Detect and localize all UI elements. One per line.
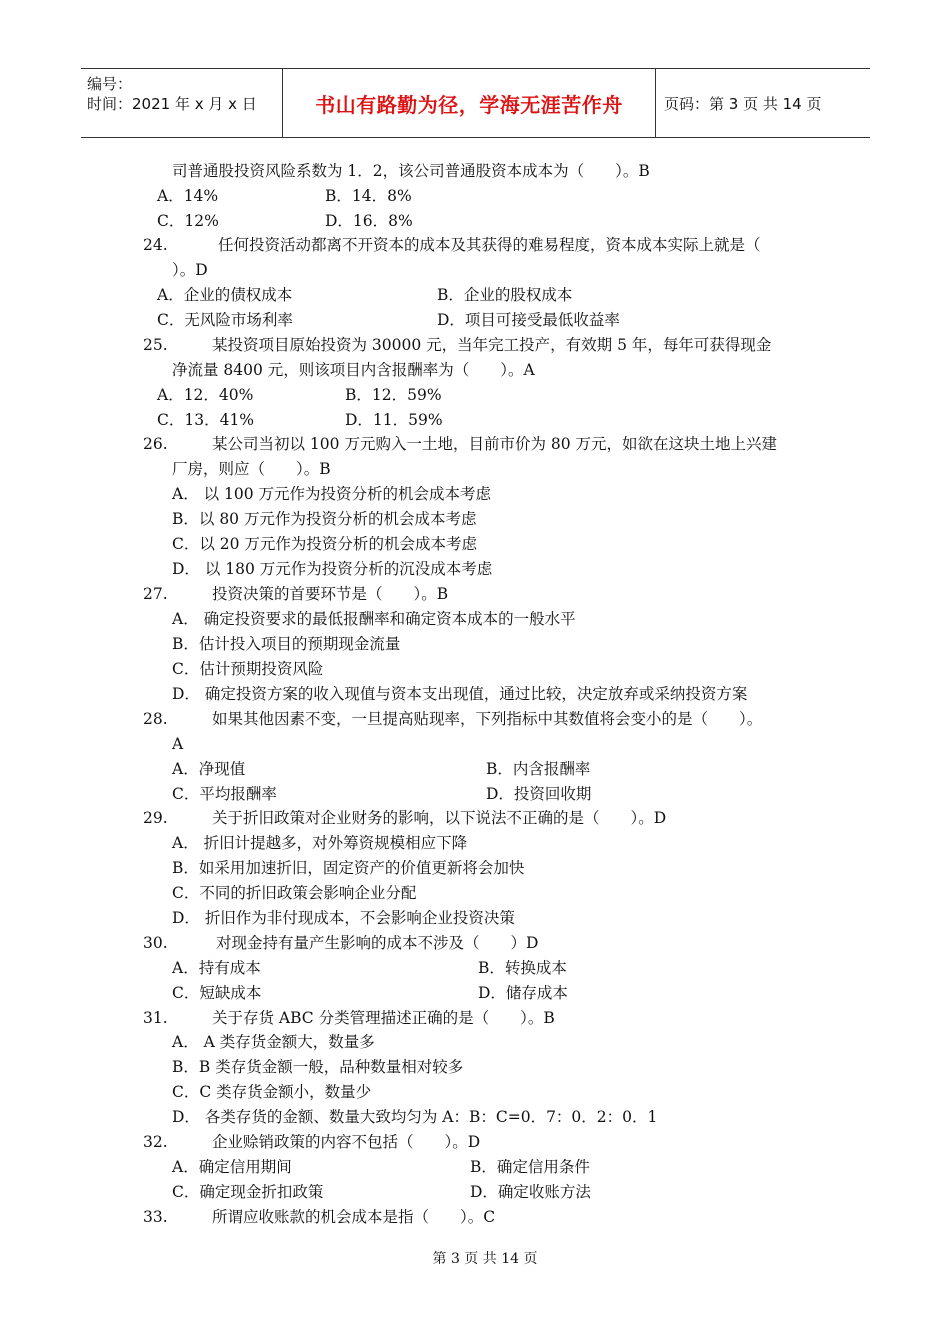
option-a: A．持有成本 — [172, 959, 261, 977]
option-b: B．B 类存货金额一般，品种数量相对较多 — [172, 1058, 464, 1076]
question-number: 30. — [143, 934, 168, 952]
option-b: B．内含报酬率 — [486, 760, 591, 778]
option-b: B．估计投入项目的预期现金流量 — [172, 635, 401, 653]
question-number: 31. — [143, 1009, 168, 1027]
option-b: B．企业的股权成本 — [437, 286, 573, 304]
option-b: B．确定信用条件 — [470, 1158, 590, 1176]
page-footer: 第 3 页 共 14 页 — [432, 1251, 538, 1267]
question-number: 26. — [143, 435, 168, 453]
option-d: D． 以 180 万元作为投资分析的沉没成本考虑 — [172, 560, 493, 578]
option-a: A． 以 100 万元作为投资分析的机会成本考虑 — [172, 485, 492, 503]
header-info-cell — [81, 69, 283, 137]
option-c: C．不同的折旧政策会影响企业分配 — [172, 884, 417, 902]
question-text: 对现金持有量产生影响的成本不涉及（ ）D — [216, 934, 539, 952]
option-c: C．13．41% — [157, 411, 255, 429]
question-number: 25. — [143, 336, 168, 354]
option-b: B．12．59% — [345, 386, 442, 404]
option-d: D． 确定投资方案的收入现值与资本支出现值，通过比较，决定放弃或采纳投资方案 — [172, 685, 748, 703]
page-header — [81, 68, 870, 138]
option-c: C．以 20 万元作为投资分析的机会成本考虑 — [172, 535, 477, 553]
option-c: C．确定现金折扣政策 — [172, 1183, 324, 1201]
option-d: D．投资回收期 — [486, 785, 592, 803]
option-b: B．14．8% — [325, 187, 412, 205]
header-page-cell — [656, 69, 870, 137]
question-number: 32. — [143, 1133, 168, 1151]
option-a: A．14% — [157, 187, 219, 205]
question-text: 投资决策的首要环节是（ ）。B — [212, 585, 449, 603]
option-d: D．项目可接受最低收益率 — [437, 311, 620, 329]
option-d: D．确定收账方法 — [470, 1183, 591, 1201]
page-number-label: 页码：第 3 页 共 14 页 — [664, 94, 822, 113]
question-text: 厂房，则应（ ）。B — [172, 460, 331, 478]
question-text: 如果其他因素不变，一旦提高贴现率，下列指标中其数值将会变小的是（ ）。 — [212, 710, 763, 728]
question-text: ）。D — [172, 261, 208, 279]
option-a: A．确定信用期间 — [172, 1158, 292, 1176]
option-c: C．平均报酬率 — [172, 785, 277, 803]
header-motto-cell — [283, 69, 656, 137]
question-text: 某投资项目原始投资为 30000 元，当年完工投产，有效期 5 年，每年可获得现金 — [212, 336, 772, 354]
option-c: C．无风险市场利率 — [157, 311, 293, 329]
option-a: A．12．40% — [157, 386, 254, 404]
option-d: D．16．8% — [325, 212, 413, 230]
doc-number-label: 编号： — [87, 75, 133, 93]
option-a: A． 折旧计提越多，对外筹资规模相应下降 — [172, 834, 468, 852]
question-text: 司普通股投资风险系数为 1．2，该公司普通股资本成本为（ ）。B — [172, 162, 650, 180]
question-number: 24. — [143, 236, 168, 254]
option-a: A．企业的债权成本 — [157, 286, 293, 304]
option-a: A． 确定投资要求的最低报酬率和确定资本成本的一般水平 — [172, 610, 576, 628]
question-text: 某公司当初以 100 万元购入一土地，目前市价为 80 万元，如欲在这块土地上兴建 — [212, 435, 778, 453]
option-d: D． 折旧作为非付现成本，不会影响企业投资决策 — [172, 909, 515, 927]
option-b: B．转换成本 — [478, 959, 567, 977]
option-a: A．净现值 — [172, 760, 246, 778]
doc-date-label: 时间：2021 年 x 月 x 日 — [87, 95, 257, 113]
question-text: 关于折旧政策对企业财务的影响，以下说法不正确的是（ ）。D — [212, 809, 667, 827]
question-number: 29. — [143, 809, 168, 827]
question-number: 33. — [143, 1208, 168, 1226]
option-a: A． A 类存货金额大，数量多 — [172, 1033, 375, 1051]
option-d: D．储存成本 — [478, 984, 568, 1002]
question-number: 27. — [143, 585, 168, 603]
option-c: C．12% — [157, 212, 219, 230]
option-c: C．C 类存货金额小，数量少 — [172, 1083, 372, 1101]
option-c: C．估计预期投资风险 — [172, 660, 324, 678]
option-c: C．短缺成本 — [172, 984, 262, 1002]
question-text: 关于存货 ABC 分类管理描述正确的是（ ）。B — [212, 1009, 555, 1027]
question-text: 任何投资活动都离不开资本的成本及其获得的难易程度，资本成本实际上就是（ — [218, 236, 761, 254]
question-text: 企业赊销政策的内容不包括（ ）。D — [212, 1133, 481, 1151]
option-b: B．以 80 万元作为投资分析的机会成本考虑 — [172, 510, 477, 528]
question-number: 28. — [143, 710, 168, 728]
motto-text: 书山有路勤为径，学海无涯苦作舟 — [315, 92, 623, 117]
question-text: 净流量 8400 元，则该项目内含报酬率为（ ）。A — [172, 361, 535, 379]
option-d: D．11．59% — [345, 411, 443, 429]
question-text: 所谓应收账款的机会成本是指（ ）。C — [212, 1208, 496, 1226]
option-d: D． 各类存货的金额、数量大致均匀为 A：B：C=0．7：0．2：0．1 — [172, 1108, 658, 1126]
option-b: B．如采用加速折旧，固定资产的价值更新将会加快 — [172, 859, 525, 877]
question-answer: A — [172, 735, 184, 753]
